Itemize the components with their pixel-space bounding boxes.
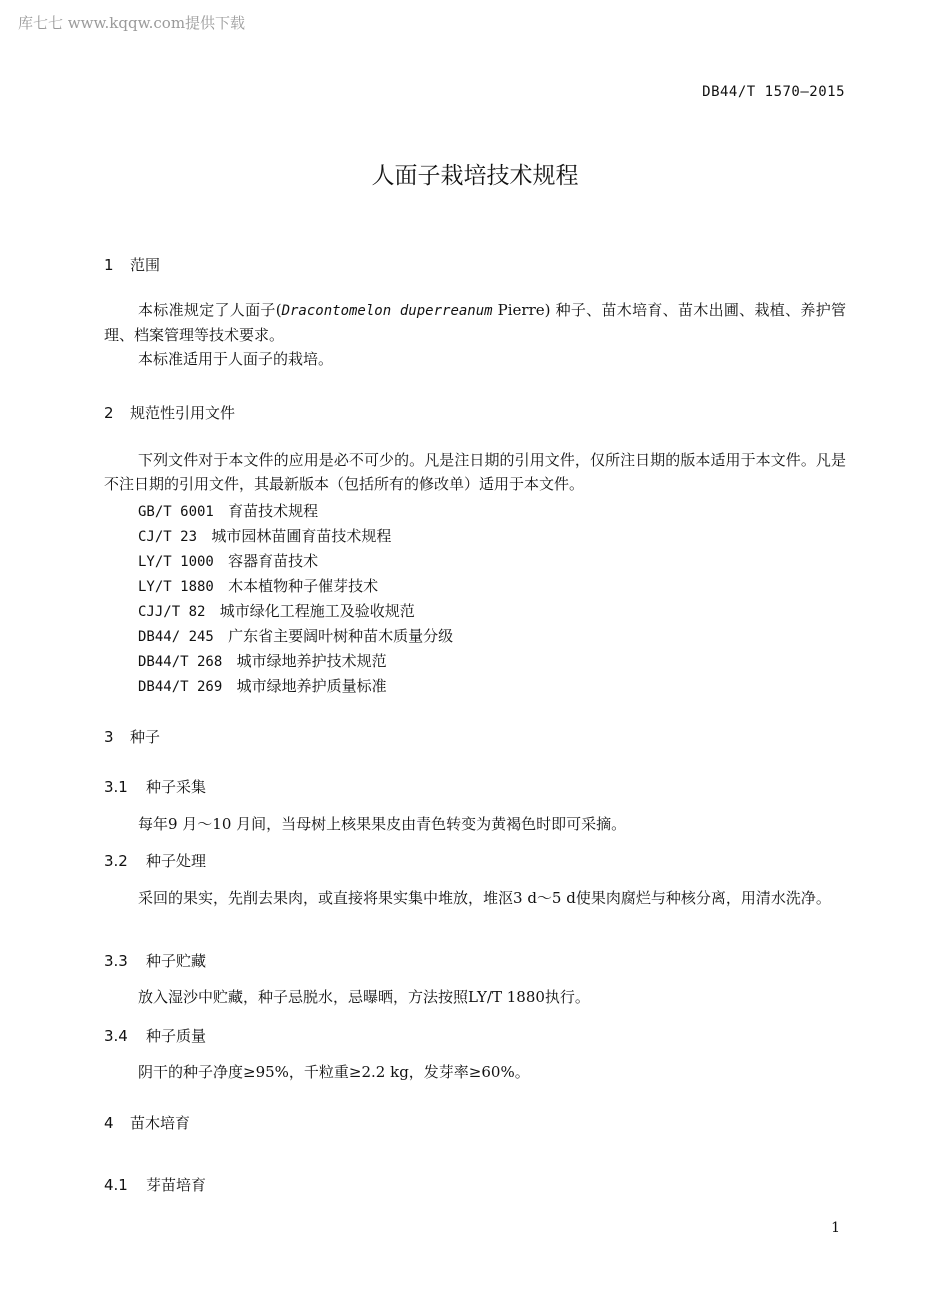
section-title: 种子	[130, 728, 161, 746]
subsection-3-3-heading: 3.3 种子贮藏	[104, 952, 207, 970]
section-1-heading	[104, 254, 160, 275]
section-title: 规范性引用文件	[130, 404, 236, 422]
reference-item: DB44/T 269 城市绿地养护质量标准	[138, 677, 387, 695]
reference-item: DB44/T 268 城市绿地养护技术规范	[138, 652, 387, 670]
reference-item: CJ/T 23 城市园林苗圃育苗技术规程	[138, 527, 392, 545]
subsection-3-2-heading: 3.2 种子处理	[104, 852, 207, 870]
document-title: 人面子栽培技术规程	[371, 163, 579, 189]
section-2-heading	[104, 402, 235, 423]
latin-name: Dracontomelon duperreanum	[281, 303, 493, 319]
section-number: 1	[104, 256, 114, 274]
section-3-heading	[104, 726, 160, 747]
document-number: DB44/T 1570—2015	[702, 84, 845, 100]
section-1-paragraph-2: 本标准适用于人面子的栽培。	[138, 350, 334, 368]
watermark: 库七七 www.kqqw.com提供下载	[18, 14, 246, 32]
section-4-heading	[104, 1112, 190, 1133]
section-title: 范围	[130, 256, 161, 274]
subsection-3-1-heading: 3.1 种子采集	[104, 778, 207, 796]
section-number: 4	[104, 1114, 114, 1132]
reference-item: GB/T 6001 育苗技术规程	[138, 502, 319, 520]
reference-item: DB44/ 245 广东省主要阔叶树种苗木质量分级	[138, 627, 454, 645]
subsection-3-4-text: 阴干的种子净度≥95%，千粒重≥2.2 kg，发芽率≥60%。	[138, 1063, 530, 1081]
section-1-paragraph-1: 本标准规定了人面子(Dracontomelon duperreanum Pierre) 种子、苗木培育、苗木出圃、栽植、养护管理、档案管理等技术要求。	[104, 301, 846, 344]
section-title: 苗木培育	[130, 1114, 191, 1132]
subsection-4-1-heading: 4.1 芽苗培育	[104, 1176, 207, 1194]
reference-item: LY/T 1880 木本植物种子催芽技术	[138, 577, 379, 595]
section-number: 3	[104, 728, 114, 746]
subsection-3-2-text: 采回的果实，先削去果肉，或直接将果实集中堆放，堆沤3 d～5 d使果肉腐烂与种核分离，用清水洗净。	[138, 889, 831, 907]
reference-item: LY/T 1000 容器育苗技术	[138, 552, 319, 570]
subsection-3-1-text: 每年9 月～10 月间，当母树上核果果皮由青色转变为黄褐色时即可采摘。	[138, 815, 627, 833]
reference-item: CJJ/T 82 城市绿化工程施工及验收规范	[138, 602, 415, 620]
section-number: 2	[104, 404, 114, 422]
subsection-3-4-heading: 3.4 种子质量	[104, 1027, 207, 1045]
section-2-intro: 下列文件对于本文件的应用是必不可少的。凡是注日期的引用文件，仅所注日期的版本适用于本文件。凡是不注日期的引用文件，其最新版本（包括所有的修改单）适用于本文件。	[104, 451, 846, 493]
subsection-3-3-text: 放入湿沙中贮藏，种子忌脱水，忌曝晒，方法按照LY/T 1880执行。	[138, 988, 590, 1006]
page-number: 1	[831, 1220, 840, 1236]
